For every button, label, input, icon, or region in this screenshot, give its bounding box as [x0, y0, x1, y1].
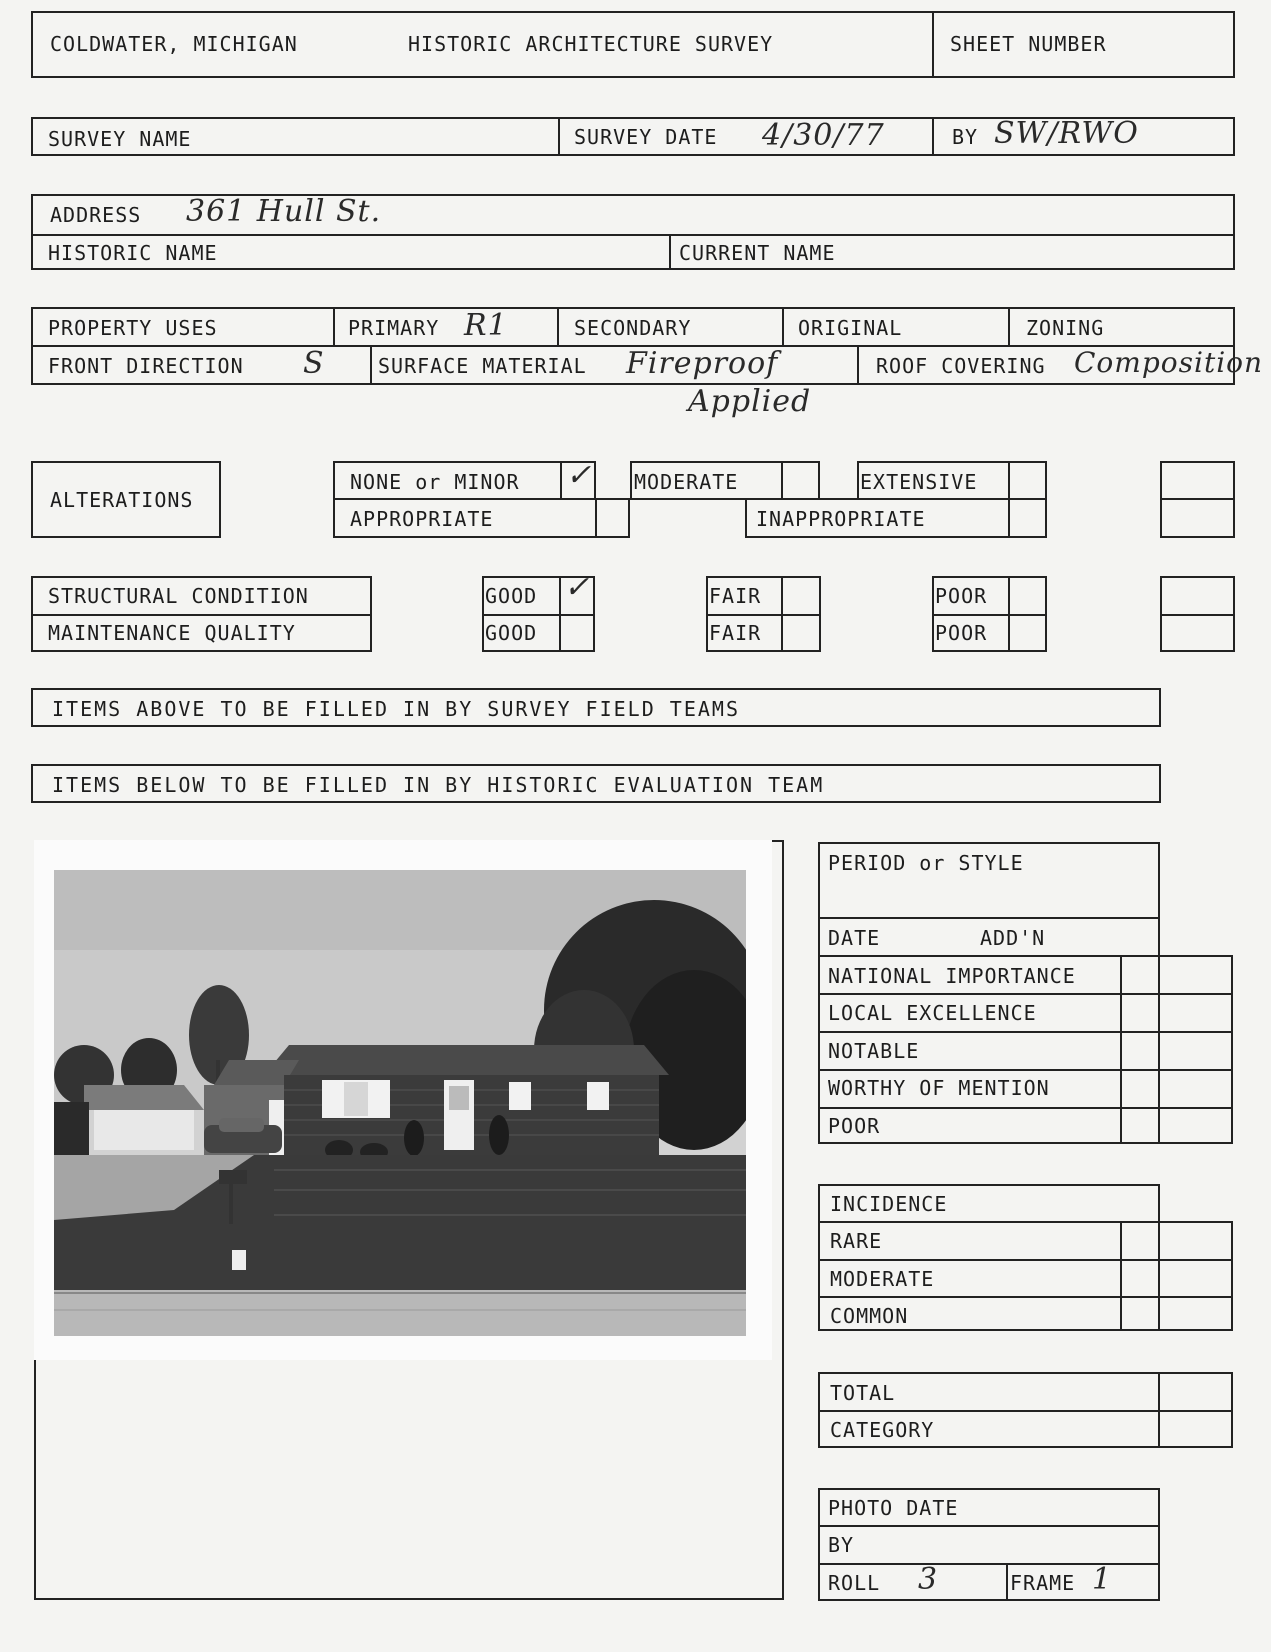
historic-name-label: HISTORIC NAME — [48, 241, 218, 265]
sheet-number-label: SHEET NUMBER — [950, 32, 1107, 56]
roof-covering-value: Composition — [1074, 346, 1264, 379]
surface-material-label: SURFACE MATERIAL — [378, 354, 587, 378]
frame-value: 1 — [1092, 1562, 1113, 1597]
structural-condition-label: STRUCTURAL CONDITION — [48, 584, 309, 608]
property-uses-label: PROPERTY USES — [48, 316, 218, 340]
structural-good-label: GOOD — [485, 584, 538, 608]
alterations-label: ALTERATIONS — [50, 488, 194, 512]
roof-covering-label: ROOF COVERING — [876, 354, 1046, 378]
surface-material-value-2: Applied — [688, 384, 812, 419]
secondary-label: SECONDARY — [574, 316, 692, 340]
national-importance-label: NATIONAL IMPORTANCE — [828, 964, 1076, 988]
maintenance-good-label: GOOD — [485, 621, 538, 645]
form-title: HISTORIC ARCHITECTURE SURVEY — [408, 32, 774, 56]
period-style-label: PERIOD or STYLE — [828, 851, 1024, 875]
notable-label: NOTABLE — [828, 1039, 920, 1063]
photo-date-label: PHOTO DATE — [828, 1496, 959, 1520]
moderate-incidence-label: MODERATE — [830, 1267, 935, 1291]
maintenance-poor-label: POOR — [935, 621, 988, 645]
structural-poor-label: POOR — [935, 584, 988, 608]
category-label: CATEGORY — [830, 1418, 935, 1442]
maintenance-fair-label: FAIR — [709, 621, 762, 645]
zoning-label: ZONING — [1026, 316, 1105, 340]
front-direction-label: FRONT DIRECTION — [48, 354, 244, 378]
original-label: ORIGINAL — [798, 316, 903, 340]
surface-material-value: Fireproof — [626, 346, 779, 381]
survey-name-label: SURVEY NAME — [48, 127, 192, 151]
current-name-label: CURRENT NAME — [679, 241, 836, 265]
poor-rating-label: POOR — [828, 1114, 881, 1138]
none-minor-label: NONE or MINOR — [350, 470, 520, 494]
incidence-label: INCIDENCE — [830, 1192, 948, 1216]
roll-label: ROLL — [828, 1571, 881, 1595]
total-label: TOTAL — [830, 1381, 896, 1405]
city-label: COLDWATER, MICHIGAN — [50, 32, 298, 56]
evaluation-team-note: ITEMS BELOW TO BE FILLED IN BY HISTORIC EVALUATION TEAM — [52, 773, 825, 797]
structural-good-check: ✓ — [564, 570, 591, 605]
worthy-of-mention-label: WORTHY OF MENTION — [828, 1076, 1050, 1100]
date-label: DATE — [828, 926, 881, 950]
survey-date-label: SURVEY DATE — [574, 125, 718, 149]
primary-label: PRIMARY — [348, 316, 440, 340]
local-excellence-label: LOCAL EXCELLENCE — [828, 1001, 1037, 1025]
inappropriate-label: INAPPROPRIATE — [756, 507, 926, 531]
addn-label: ADD'N — [980, 926, 1046, 950]
address-label: ADDRESS — [50, 203, 142, 227]
moderate-label: MODERATE — [634, 470, 739, 494]
front-direction-value: S — [303, 346, 325, 381]
house-photo — [34, 840, 772, 1360]
structural-fair-label: FAIR — [709, 584, 762, 608]
survey-by-label: BY — [952, 125, 979, 149]
roll-value: 3 — [918, 1562, 939, 1597]
photo-by-label: BY — [828, 1533, 855, 1557]
survey-date-value: 4/30/77 — [762, 118, 885, 153]
field-team-note: ITEMS ABOVE TO BE FILLED IN BY SURVEY FIELD TEAMS — [52, 697, 741, 721]
extensive-label: EXTENSIVE — [860, 470, 978, 494]
survey-by-value: SW/RWO — [994, 116, 1139, 151]
primary-value: R1 — [464, 308, 508, 343]
common-label: COMMON — [830, 1304, 909, 1328]
frame-label: FRAME — [1010, 1571, 1076, 1595]
rare-label: RARE — [830, 1229, 883, 1253]
address-value: 361 Hull St. — [186, 194, 382, 229]
none-minor-check: ✓ — [566, 458, 593, 493]
incidence-score-column — [1120, 1221, 1233, 1331]
appropriate-label: APPROPRIATE — [350, 507, 494, 531]
importance-score-column — [1120, 955, 1233, 1144]
maintenance-quality-label: MAINTENANCE QUALITY — [48, 621, 296, 645]
house-photo-image — [54, 870, 746, 1336]
